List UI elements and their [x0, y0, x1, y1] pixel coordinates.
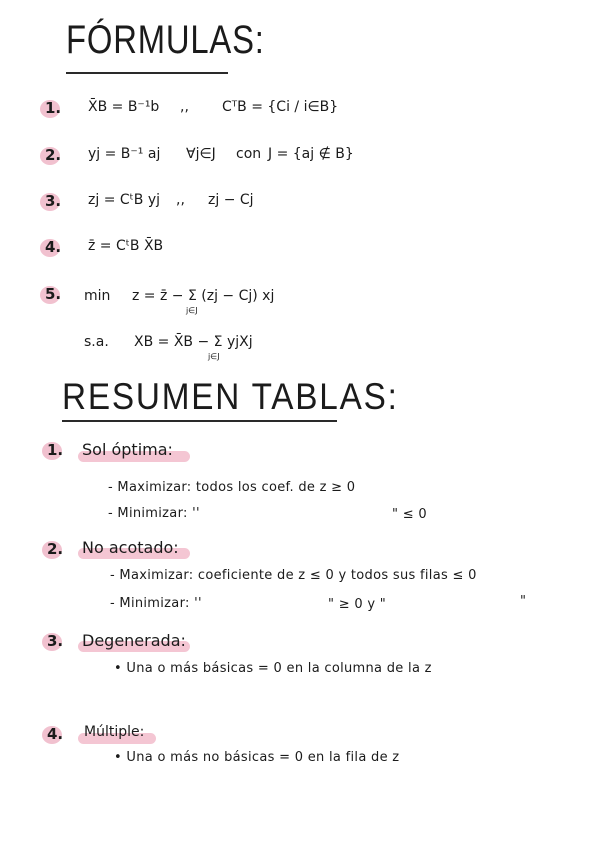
formula-zj-cj: zj − Cj: [208, 192, 254, 208]
formula-objective: z = z̄ − Σ (zj − Cj) xj: [132, 288, 275, 304]
formula-cb-set: CᵀB = {Ci / i∈B}: [222, 99, 339, 115]
resumen-title-underline: [62, 420, 337, 422]
formula-min: min: [84, 288, 111, 304]
formula-yj: yj = B⁻¹ aj: [88, 146, 161, 162]
section-number: 3.: [47, 632, 63, 650]
formula-xb: X̄B = B⁻¹b: [88, 99, 160, 115]
section-heading: Múltiple:: [84, 724, 145, 740]
formula-number: 2.: [45, 146, 61, 164]
section-line: • Una o más no básicas = 0 en la fila de z: [114, 750, 400, 765]
section-line: - Maximizar: coeficiente de z ≤ 0 y todos sus filas ≤ 0: [110, 568, 477, 583]
formula-number: 4.: [45, 238, 61, 256]
section-line: " ≤ 0: [392, 507, 427, 522]
formulas-title: FÓRMULAS:: [66, 18, 265, 62]
section-line: ": [520, 594, 527, 609]
section-heading: Degenerada:: [82, 631, 186, 650]
formula-sum-index: j∈J: [208, 352, 220, 361]
formula-separator: ,,: [176, 192, 185, 208]
formulas-title-underline: [66, 72, 228, 74]
section-number: 4.: [47, 725, 63, 743]
formula-sum-index: j∈J: [186, 306, 198, 315]
formula-j-set: J = {aj ∉ B}: [268, 146, 354, 162]
section-number: 1.: [47, 441, 63, 459]
formula-con: con: [236, 146, 262, 162]
section-line: • Una o más básicas = 0 en la columna de la z: [114, 661, 432, 676]
section-line: - Maximizar: todos los coef. de z ≥ 0: [108, 480, 356, 495]
formula-zj: zj = CᵗB yj: [88, 192, 161, 208]
section-heading: Sol óptima:: [82, 440, 173, 459]
formula-number: 3.: [45, 192, 61, 210]
formula-number: 1.: [45, 99, 61, 117]
section-line: " ≥ 0 y ": [328, 597, 387, 612]
formula-separator: ,,: [180, 99, 189, 115]
section-line: - Minimizar: '': [108, 506, 200, 521]
section-line: - Minimizar: '': [110, 596, 202, 611]
formula-constraint: XB = X̄B − Σ yjXj: [134, 334, 253, 350]
formula-number: 5.: [45, 285, 61, 303]
formula-forall: ∀j∈J: [186, 146, 216, 162]
formula-sa: s.a.: [84, 334, 109, 350]
section-heading: No acotado:: [82, 538, 179, 557]
section-number: 2.: [47, 540, 63, 558]
formula-zbar: z̄ = CᵗB X̄B: [88, 238, 164, 254]
resumen-title: RESUMEN TABLAS:: [62, 376, 399, 417]
